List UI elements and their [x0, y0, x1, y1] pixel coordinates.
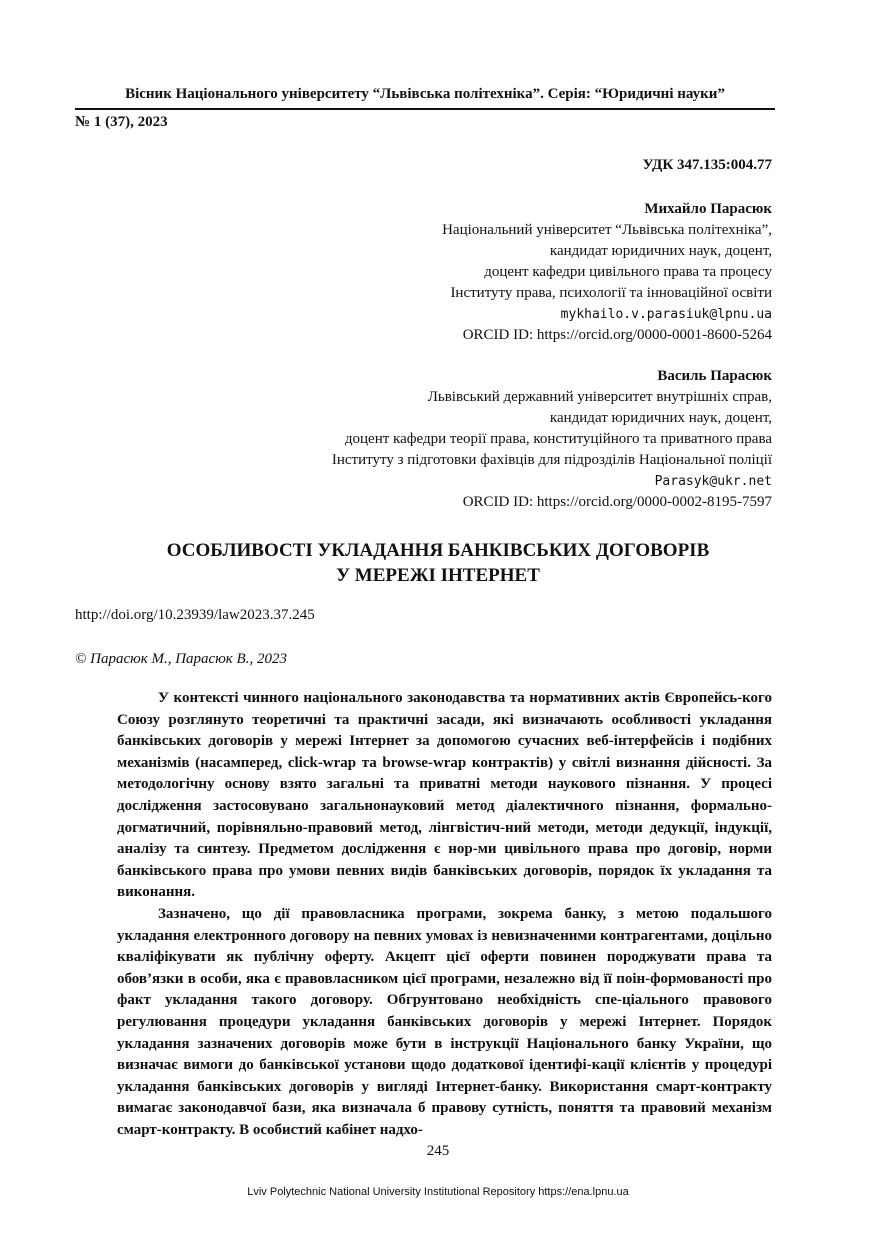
- author-block: [332, 366, 772, 513]
- repository-footer: Lviv Polytechnic National University Institutional Repository https://ena.lpnu.ua: [247, 1186, 629, 1198]
- author-email: Parasyk@ukr.net: [654, 474, 772, 489]
- udc-code: УДК 347.135:004.77: [642, 157, 772, 173]
- author-orcid: ORCID ID: https://orcid.org/0000-0002-8195-7597: [462, 494, 772, 510]
- author-affiliation-line: Львівський державний університет внутрішніх справ,: [427, 389, 772, 405]
- issue-number: № 1 (37), 2023: [75, 114, 168, 130]
- author-orcid: ORCID ID: https://orcid.org/0000-0001-8600-5264: [462, 327, 772, 343]
- header-rule: [75, 108, 775, 110]
- author-affiliation-line: Інституту права, психології та інноваційної освіти: [450, 285, 772, 301]
- abstract: [117, 688, 772, 1141]
- author-affiliation-line: Інституту з підготовки фахівців для підрозділів Національної поліції: [331, 452, 772, 468]
- abstract-paragraph: Зазначено, що дії правовласника програми, зокрема банку, з метою подальшого укладання електронного договору на певних умовах із невизначеними контрагентами, доцільно кваліфікувати як публічну оферту. Акцепт цієї оферти повинен породжувати права та обов’язки в особи, яка є правовласником цієї програми, незалежно від її поін-формованості про факт укладання такого договору. Обгрунтовано необхідність спе-ціального правового регулювання процедури укладання банківських договорів у мережі Інтернет. Порядок укладання зазначених договорів може бути в інструкції Національного банку України, що визначає вимоги до банківської установи щодо додаткової ідентифі-кації клієнтів у процедурі укладання банківських договорів у вигляді Інтернет-банку. Використання смарт-контракту вимагає законодавчої бази, яка визначала б правову сутність, поняття та правовий механізм смарт-контракту. В особистий кабінет надхо-: [117, 905, 772, 1138]
- article-title-line: У МЕРЕЖІ ІНТЕРНЕТ: [336, 565, 540, 586]
- author-affiliation-line: доцент кафедри теорії права, конституційного та приватного права: [344, 431, 772, 447]
- article-title-line: ОСОБЛИВОСТІ УКЛАДАННЯ БАНКІВСЬКИХ ДОГОВОРІВ: [166, 540, 710, 561]
- page-number: 245: [426, 1143, 450, 1159]
- author-block: [442, 199, 772, 346]
- article-title: [75, 538, 801, 588]
- author-affiliation-line: Національний університет “Львівська політехніка”,: [442, 222, 772, 238]
- author-affiliation-line: кандидат юридичних наук, доцент,: [549, 410, 772, 426]
- author-name: Василь Парасюк: [657, 368, 772, 384]
- abstract-paragraph: У контексті чинного національного законодавства та нормативних актів Європейсь-кого Союзу розглянуто теоретичні та практичні засади, які визначають особливості укладання банківських договорів у мережі Інтернет за допомогою сучасних веб-інтерфейсів і подібних механізмів (насамперед, click-wrap та browse-wrap контрактів) у світлі визнання дійсності. За методологічну основу взято загальні та приватні методи наукового пізнання. У процесі дослідження застосовувано загальнонауковий метод діалектичного пізнання, формально-догматичний, порівняльно-правовий метод, лінгвістич-ний методи, методи дедукції, індукції, аналізу та синтезу. Предметом дослідження є нор-ми цивільного права про договір, норми банківського права про умови певних видів банківських договорів, порядок їх укладання та виконання.: [117, 690, 772, 901]
- author-name: Михайло Парасюк: [644, 201, 772, 217]
- author-affiliation-line: кандидат юридичних наук, доцент,: [549, 243, 772, 259]
- journal-header: Вісник Національного університету “Львівська політехніка”. Серія: “Юридичні науки”: [125, 86, 725, 102]
- author-affiliation-line: доцент кафедри цивільного права та процесу: [484, 264, 772, 280]
- copyright-notice: © Парасюк М., Парасюк В., 2023: [75, 651, 287, 667]
- author-email: mykhailo.v.parasiuk@lpnu.ua: [560, 307, 772, 322]
- doi-link[interactable]: http://doi.org/10.23939/law2023.37.245: [75, 607, 315, 623]
